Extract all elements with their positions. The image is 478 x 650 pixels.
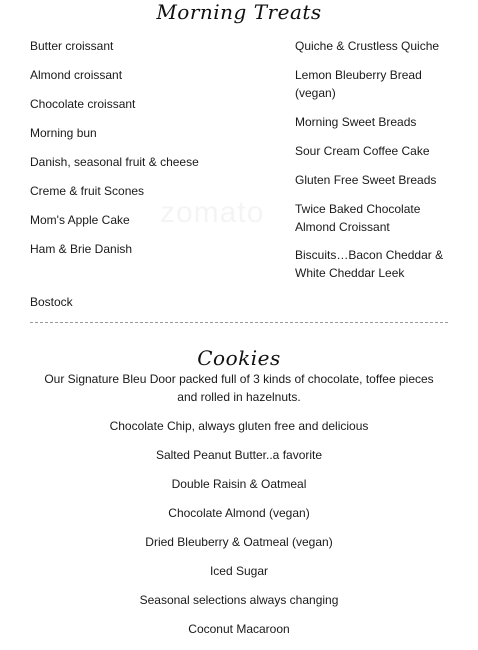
cookie-item-iced-sugar: Iced Sugar [209,564,269,578]
menu-item-twice-baked-line2: Almond Croissant [295,220,390,234]
menu-item-gluten-free-breads: Gluten Free Sweet Breads [295,173,437,187]
morning-treats-title: Morning Treats [156,0,322,24]
menu-item-quiche: Quiche & Crustless Quiche [295,39,440,53]
menu-item-scones: Creme & fruit Scones [30,184,145,198]
section-divider [30,322,448,323]
cookie-item-coconut-macaroon: Coconut Macaroon [188,622,290,636]
menu-item-morning-bun: Morning bun [30,126,97,140]
watermark-logo [160,196,264,230]
menu-item-bostock: Bostock [30,295,73,309]
cookie-item-bleuberry-oatmeal: Dried Bleuberry & Oatmeal (vegan) [145,535,333,549]
cookies-intro-line2: and rolled in hazelnuts. [177,390,301,404]
menu-item-twice-baked: Twice Baked Chocolate [295,202,421,216]
menu-item-biscuits: Biscuits…Bacon Cheddar & [295,248,444,262]
cookie-item-peanut-butter: Salted Peanut Butter..a favorite [155,448,323,462]
menu-item-butter-croissant: Butter croissant [30,39,114,53]
cookie-item-chocolate-chip: Chocolate Chip, always gluten free and delicious [109,419,369,433]
menu-item-lemon-bread-vegan: (vegan) [295,86,336,100]
cookies-intro-line1: Our Signature Bleu Door packed full of 3 kinds of chocolate, toffee pieces [44,372,434,386]
menu-item-chocolate-croissant: Chocolate croissant [30,97,136,111]
menu-item-biscuits-line2: White Cheddar Leek [295,266,405,280]
cookies-title: Cookies [197,346,281,370]
menu-item-morning-sweet-breads: Morning Sweet Breads [295,115,417,129]
menu-item-coffee-cake: Sour Cream Coffee Cake [295,144,430,158]
menu-item-almond-croissant: Almond croissant [30,68,123,82]
menu-item-apple-cake: Mom's Apple Cake [30,213,130,227]
cookie-item-raisin-oatmeal: Double Raisin & Oatmeal [171,477,307,491]
cookie-item-chocolate-almond: Chocolate Almond (vegan) [168,506,310,520]
menu-item-lemon-bread: Lemon Bleuberry Bread [295,68,422,82]
menu-item-ham-brie-danish: Ham & Brie Danish [30,242,133,256]
cookie-item-seasonal: Seasonal selections always changing [139,593,339,607]
menu-item-danish: Danish, seasonal fruit & cheese [30,155,199,169]
